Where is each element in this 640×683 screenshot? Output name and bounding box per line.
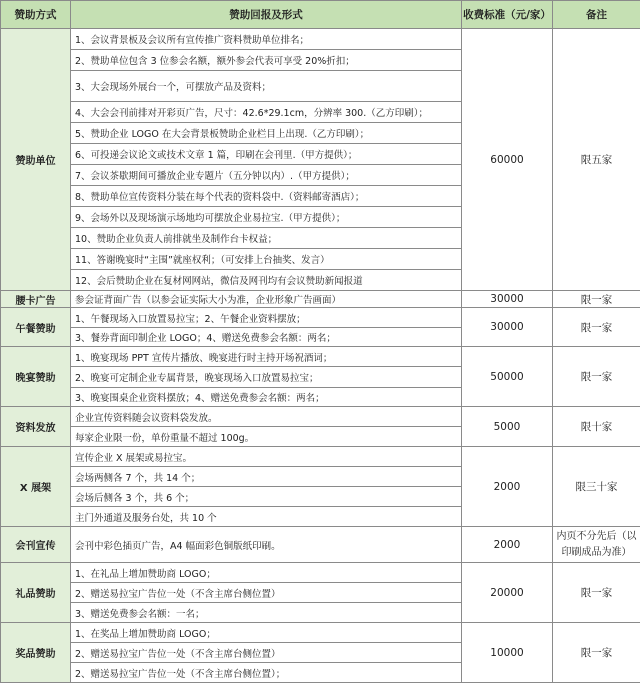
header-benefits: 赞助回报及形式	[71, 1, 462, 29]
table-body	[1, 29, 640, 683]
table-row	[1, 347, 640, 367]
sponsor-type-cell: 腰卡广告	[1, 291, 71, 308]
sponsor-type-cell: 午餐赞助	[1, 308, 71, 347]
benefit-item: 2、赠送易拉宝广告位一处（不含主席台侧位置）；	[71, 663, 462, 683]
table-row	[1, 308, 640, 328]
remark-cell: 限一家	[553, 291, 640, 308]
benefit-item: 1、会议背景板及会议所有宣传推广资料赞助单位排名；	[71, 29, 462, 50]
header-sponsor-type: 赞助方式	[1, 1, 71, 29]
benefit-item: 宣传企业 X 展架或易拉宝。	[71, 447, 462, 467]
benefit-item: 11、答谢晚宴时“主围”就座权利；（可安排上台抽奖、发言）	[71, 249, 462, 270]
header-row	[1, 1, 640, 29]
sponsor-type-cell: 赞助单位	[1, 29, 71, 291]
benefit-item: 2、赠送易拉宝广告位一处（不含主席台侧位置）	[71, 643, 462, 663]
sponsor-type-cell: 资料发放	[1, 407, 71, 447]
remark-cell: 限一家	[553, 563, 640, 623]
benefit-item: 6、可投递会议论文或技术文章 1 篇，印刷在会刊里.（甲方提供）；	[71, 144, 462, 165]
benefit-item: 会刊中彩色插页广告，A4 幅面彩色铜版纸印刷。	[71, 527, 462, 563]
sponsor-type-cell: 奖品赞助	[1, 623, 71, 683]
benefit-item: 7、会议茶歇期间可播放企业专题片（五分钟以内）.（甲方提供）；	[71, 165, 462, 186]
remark-cell: 限一家	[553, 623, 640, 683]
sponsor-type-cell: 晚宴赞助	[1, 347, 71, 407]
remark-cell: 限一家	[553, 347, 640, 407]
benefit-item: 3、晚宴围桌企业资料摆放；4、赠送免费参会名额：两名；	[71, 388, 462, 407]
header-remark: 备注	[553, 1, 640, 29]
remark-cell: 限十家	[553, 407, 640, 447]
sponsor-type-cell: X 展架	[1, 447, 71, 527]
benefit-item: 4、大会会刊前排对开彩页广告，尺寸：42.6*29.1cm，分辨率 300.（乙方印刷）；	[71, 102, 462, 123]
benefit-item: 8、赞助单位宣传资料分装在每个代表的资料袋中.（资料邮寄酒店）；	[71, 186, 462, 207]
remark-cell: 限五家	[553, 29, 640, 291]
fee-cell: 5000	[462, 407, 553, 447]
fee-cell: 30000	[462, 308, 553, 347]
table-row	[1, 407, 640, 427]
fee-cell: 50000	[462, 347, 553, 407]
benefit-item: 9、会场外以及现场演示场地均可摆放企业易拉宝.（甲方提供）；	[71, 207, 462, 228]
remark-cell: 内页不分先后（以印刷成品为准）	[553, 527, 640, 563]
table-row	[1, 527, 640, 563]
header-fee: 收费标准（元/家）	[462, 1, 553, 29]
benefit-item: 5、赞助企业 LOGO 在大会背景板赞助企业栏目上出现.（乙方印刷）；	[71, 123, 462, 144]
remark-cell: 限一家	[553, 308, 640, 347]
sponsor-type-cell: 礼品赞助	[1, 563, 71, 623]
benefit-item: 1、在礼品上增加赞助商 LOGO；	[71, 563, 462, 583]
benefit-item: 会场两侧各 7 个，共 14 个；	[71, 467, 462, 487]
fee-cell: 60000	[462, 29, 553, 291]
benefit-item: 企业宣传资料随会议资料袋发放。	[71, 407, 462, 427]
benefit-item: 12、会后赞助企业在复材网网站，微信及网刊均有会议赞助新闻报道	[71, 270, 462, 291]
sponsor-type-cell: 会刊宣传	[1, 527, 71, 563]
benefit-item: 主门外通道及服务台处，共 10 个	[71, 507, 462, 527]
fee-cell: 2000	[462, 447, 553, 527]
benefit-item: 每家企业限一份，单份重量不超过 100g。	[71, 427, 462, 447]
benefit-item: 10、赞助企业负责人前排就坐及制作台卡权益；	[71, 228, 462, 249]
benefit-item: 3、大会现场外展台一个，可摆放产品及资料；	[71, 71, 462, 102]
table-row	[1, 447, 640, 467]
benefit-item: 参会证背面广告（以参会证实际大小为准，企业形象广告画面）	[71, 291, 462, 308]
benefit-item: 3、餐券背面印制企业 LOGO；4、赠送免费参会名额：两名；	[71, 328, 462, 347]
fee-cell: 2000	[462, 527, 553, 563]
table-row	[1, 29, 640, 50]
table-row	[1, 291, 640, 308]
remark-cell: 限三十家	[553, 447, 640, 527]
table-row	[1, 623, 640, 643]
benefit-item: 1、在奖品上增加赞助商 LOGO；	[71, 623, 462, 643]
fee-cell: 20000	[462, 563, 553, 623]
benefit-item: 2、赞助单位包含 3 位参会名额，额外参会代表可享受 20%折扣；	[71, 50, 462, 71]
benefit-item: 1、晚宴现场 PPT 宣传片播放、晚宴进行时主持开场祝酒词；	[71, 347, 462, 367]
table-row	[1, 563, 640, 583]
benefit-item: 2、晚宴可定制企业专属背景，晚宴现场入口放置易拉宝；	[71, 367, 462, 388]
benefit-item: 会场后侧各 3 个，共 6 个；	[71, 487, 462, 507]
benefit-item: 2、赠送易拉宝广告位一处（不含主席台侧位置）	[71, 583, 462, 603]
benefit-item: 1、午餐现场入口放置易拉宝；2、午餐企业资料摆放；	[71, 308, 462, 328]
benefit-item: 3、赠送免费参会名额：一名；	[71, 603, 462, 623]
fee-cell: 10000	[462, 623, 553, 683]
fee-cell: 30000	[462, 291, 553, 308]
